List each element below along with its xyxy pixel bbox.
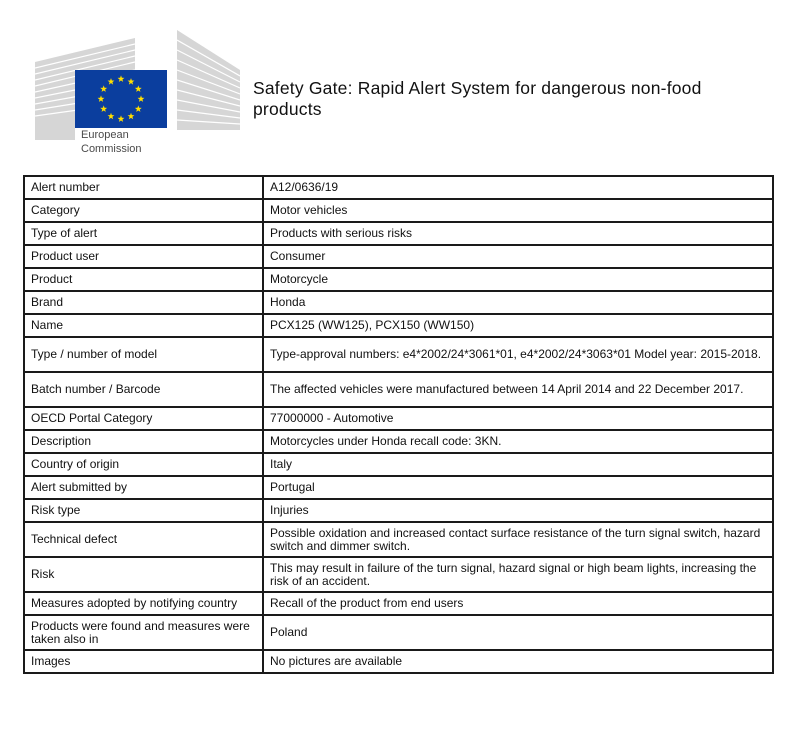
row-value: Products with serious risks	[263, 222, 773, 245]
table-row	[24, 337, 773, 372]
row-value: This may result in failure of the turn signal, hazard signal or high beam lights, increasing the risk of an accident.	[263, 557, 773, 592]
alert-table-container	[23, 175, 774, 674]
row-label: Name	[24, 314, 263, 337]
row-label: Product	[24, 268, 263, 291]
row-label: Products were found and measures were taken also in	[24, 615, 263, 650]
table-row	[24, 499, 773, 522]
row-value: No pictures are available	[263, 650, 773, 673]
row-label: Type / number of model	[24, 337, 263, 372]
table-row	[24, 372, 773, 407]
row-label: Description	[24, 430, 263, 453]
table-row	[24, 592, 773, 615]
row-label: Risk type	[24, 499, 263, 522]
table-row	[24, 291, 773, 314]
row-value: Motor vehicles	[263, 199, 773, 222]
eu-star	[128, 78, 135, 85]
table-row	[24, 268, 773, 291]
row-label: Alert number	[24, 176, 263, 199]
logo-line-2: Commission	[81, 143, 142, 155]
page-title: Safety Gate: Rapid Alert System for dangerous non-food products	[253, 78, 702, 119]
row-label: Product user	[24, 245, 263, 268]
row-value: Motorcycle	[263, 268, 773, 291]
table-row	[24, 407, 773, 430]
row-value: Injuries	[263, 499, 773, 522]
table-row	[24, 522, 773, 557]
eu-star	[108, 78, 115, 85]
row-label: OECD Portal Category	[24, 407, 263, 430]
building-right-graphic	[177, 30, 240, 130]
table-row	[24, 453, 773, 476]
eu-star	[100, 105, 107, 112]
table-row	[24, 476, 773, 499]
row-value: 77000000 - Automotive	[263, 407, 773, 430]
row-label: Alert submitted by	[24, 476, 263, 499]
row-value: Portugal	[263, 476, 773, 499]
row-value: Motorcycles under Honda recall code: 3KN.	[263, 430, 773, 453]
row-label: Risk	[24, 557, 263, 592]
logo-line-1: European	[81, 129, 129, 141]
table-row	[24, 557, 773, 592]
row-value: PCX125 (WW125), PCX150 (WW150)	[263, 314, 773, 337]
table-row	[24, 615, 773, 650]
eu-star	[98, 95, 105, 102]
eu-star	[135, 105, 142, 112]
table-row	[24, 314, 773, 337]
eu-star	[135, 85, 142, 92]
row-value: Recall of the product from end users	[263, 592, 773, 615]
table-row	[24, 176, 773, 199]
row-label: Category	[24, 199, 263, 222]
row-value: Possible oxidation and increased contact surface resistance of the turn signal switch, hazard switch and dimmer switch.	[263, 522, 773, 557]
table-row	[24, 430, 773, 453]
row-value: A12/0636/19	[263, 176, 773, 199]
row-label: Measures adopted by notifying country	[24, 592, 263, 615]
eu-star	[138, 95, 145, 102]
table-row	[24, 650, 773, 673]
row-value: Italy	[263, 453, 773, 476]
alert-details-table	[23, 175, 774, 674]
eu-star	[128, 113, 135, 120]
table-row	[24, 222, 773, 245]
row-label: Country of origin	[24, 453, 263, 476]
row-label: Type of alert	[24, 222, 263, 245]
row-label: Brand	[24, 291, 263, 314]
table-row	[24, 245, 773, 268]
row-value: The affected vehicles were manufactured between 14 April 2014 and 22 December 2017.	[263, 372, 773, 407]
table-row	[24, 199, 773, 222]
row-label: Images	[24, 650, 263, 673]
row-label: Batch number / Barcode	[24, 372, 263, 407]
row-value: Poland	[263, 615, 773, 650]
european-commission-logo	[35, 30, 240, 170]
eu-star	[118, 75, 125, 82]
row-label: Technical defect	[24, 522, 263, 557]
eu-star	[108, 113, 115, 120]
eu-stars-icon	[75, 70, 167, 128]
eu-star	[100, 85, 107, 92]
row-value: Type-approval numbers: e4*2002/24*3061*01, e4*2002/24*3063*01 Model year: 2015-2018.	[263, 337, 773, 372]
eu-star	[118, 115, 125, 122]
row-value: Honda	[263, 291, 773, 314]
row-value: Consumer	[263, 245, 773, 268]
logo-wordmark	[75, 128, 167, 168]
